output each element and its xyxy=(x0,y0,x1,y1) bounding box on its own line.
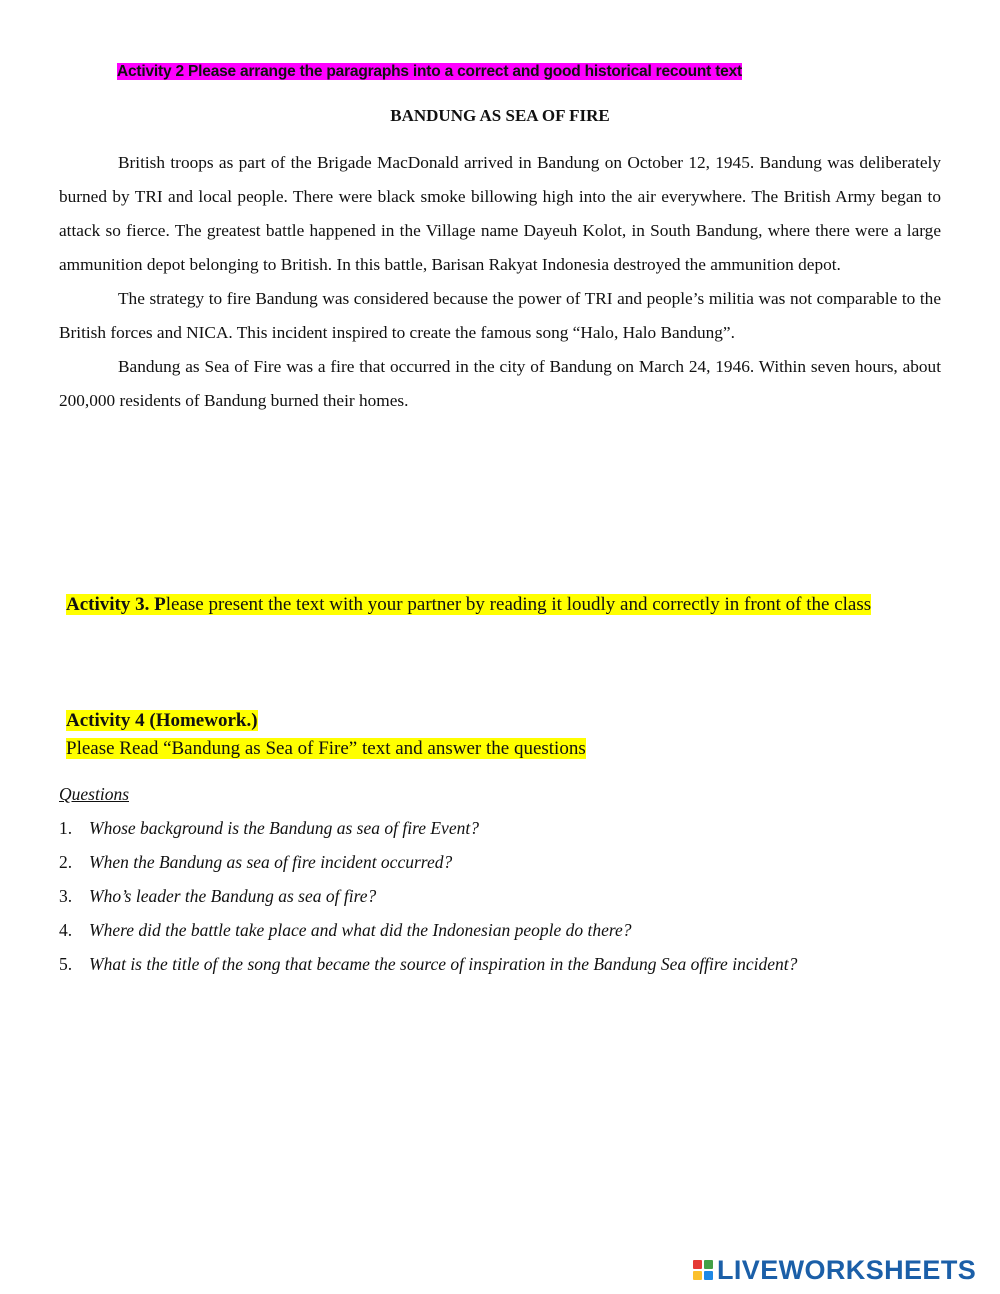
logo-text: LIVEWORKSHEETS xyxy=(717,1255,977,1285)
questions-section xyxy=(59,777,959,981)
question-item xyxy=(59,811,959,845)
question-text: What is the title of the song that became the source of inspiration in the Bandung Sea offire incident? xyxy=(89,954,798,974)
question-item xyxy=(59,845,959,879)
liveworksheets-logo-icon xyxy=(693,1260,713,1280)
activity-3-text: lease present the text with your partner by reading it loudly and correctly in front of the class xyxy=(165,594,872,615)
question-text: When the Bandung as sea of fire incident occurred? xyxy=(89,852,453,872)
questions-heading: Questions xyxy=(59,784,129,804)
activity-2-text: Activity 2 Please arrange the paragraphs into a correct and good historical recount text xyxy=(117,63,742,80)
question-text: Whose background is the Bandung as sea of fire Event? xyxy=(89,818,479,838)
questions-list xyxy=(59,811,959,981)
activity-4-section xyxy=(66,707,946,763)
question-text: Where did the battle take place and what did the Indonesian people do there? xyxy=(89,920,632,940)
story-title: BANDUNG AS SEA OF FIRE xyxy=(390,106,610,125)
question-item xyxy=(59,947,959,981)
question-number: 1. xyxy=(59,818,73,838)
story-paragraph: The strategy to fire Bandung was considered because the power of TRI and people’s militia was not comparable to the British forces and NICA. This incident inspired to create the famous song “Halo, Halo Bandung”. xyxy=(59,289,941,342)
question-item xyxy=(59,913,959,947)
story-paragraph: British troops as part of the Brigade MacDonald arrived in Bandung on October 12, 1945. Bandung was deliberately burned by TRI and local people. There were black smoke billowing high into the air everywhere. The British Army began to attack so fierce. The greatest battle happened in the Village name Dayeuh Kolot, in South Bandung, where there were a large ammunition depot belonging to British. In this battle, Barisan Rakyat Indonesia destroyed the ammunition depot. xyxy=(59,153,941,274)
question-number: 2. xyxy=(59,852,73,872)
activity-3-instruction xyxy=(66,591,946,619)
activity-3-label: Activity 3. P xyxy=(66,594,166,615)
question-number: 5. xyxy=(59,954,73,974)
question-number: 3. xyxy=(59,886,73,906)
story-body xyxy=(59,146,941,418)
question-item xyxy=(59,879,959,913)
liveworksheets-logo[interactable] xyxy=(693,1256,976,1284)
question-text: Who’s leader the Bandung as sea of fire? xyxy=(89,886,377,906)
story-paragraph: Bandung as Sea of Fire was a fire that occurred in the city of Bandung on March 24, 1946. Within seven hours, about 200,000 residents of Bandung burned their homes. xyxy=(59,357,941,410)
activity-4-instruction: Please Read “Bandung as Sea of Fire” text and answer the questions xyxy=(66,738,586,759)
question-number: 4. xyxy=(59,920,73,940)
activity-2-instruction xyxy=(117,60,742,83)
activity-4-heading: Activity 4 (Homework.) xyxy=(66,710,258,731)
